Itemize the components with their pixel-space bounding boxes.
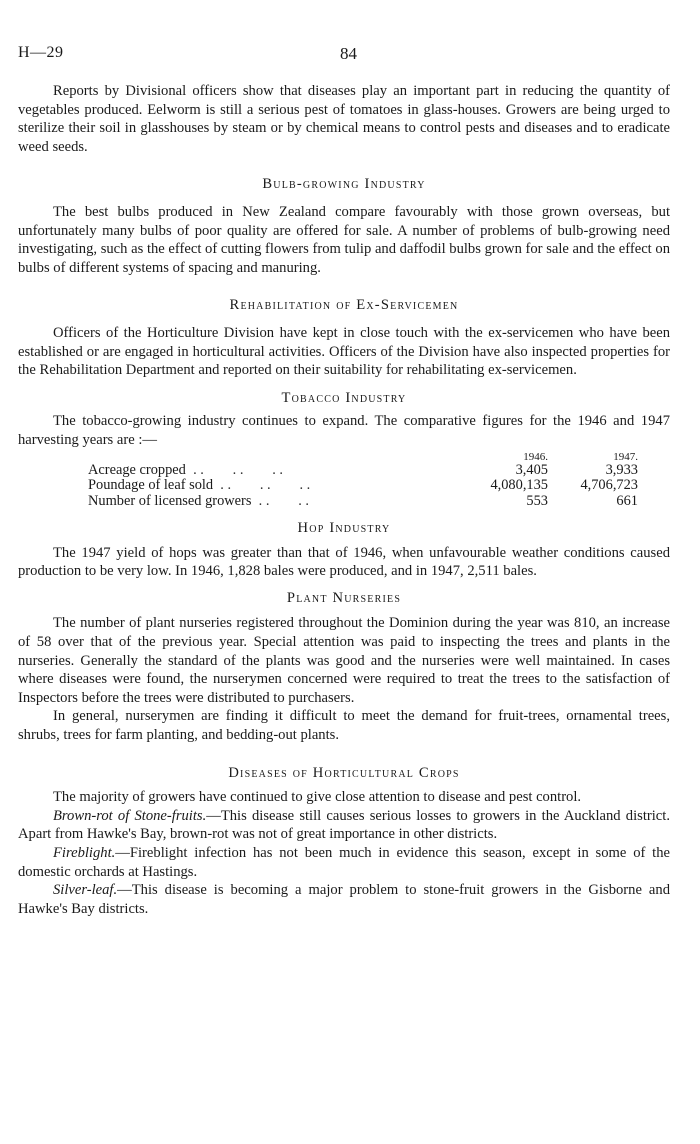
- disease-item-brown-rot: [18, 807, 670, 844]
- bulb-paragraph: The best bulbs produced in New Zealand compare favourably with those grown overseas, but unfortunately many bulbs of poor quality are offered for sale. A number of problems of bulb-growing need investigating, such as the effect of cutting flowers from tulip and daffodil bulbs grown for sale and the effect on bulbs of different systems of spacing and manuring.: [18, 203, 670, 276]
- document-page: [18, 0, 670, 917]
- hop-paragraph: The 1947 yield of hops was greater than that of 1946, when unfavourable weather conditions caused production to be very low. In 1946, 1,828 bales were produced, and in 1947, 2,511 bales.: [18, 544, 670, 580]
- report-reference: H—29: [18, 44, 64, 61]
- value-1947: 4,706,723: [580, 477, 638, 493]
- section-heading-bulb: Bulb-growing Industry: [262, 176, 426, 193]
- value-1947: 3,933: [605, 461, 638, 478]
- disease-text: —Fireblight infection has not been much in evidence this season, except in some of the domestic orchards at Hastings.: [18, 844, 670, 880]
- section-heading-diseases: Diseases of Horticultural Crops: [228, 764, 460, 781]
- leader-dots: . . . . . .: [213, 477, 311, 493]
- document-body: [18, 82, 670, 918]
- table-row: [88, 463, 638, 479]
- value-1946: 553: [526, 492, 548, 509]
- section-heading-rehabilitation: Rehabilitation of Ex-Servicemen: [229, 297, 459, 314]
- disease-item-silver-leaf: [18, 881, 670, 918]
- section-heading-tobacco: Tobacco Industry: [281, 389, 407, 406]
- disease-term: Brown-rot of Stone-fruits.: [53, 807, 207, 824]
- row-label: Number of licensed growers: [88, 492, 252, 509]
- column-1946: 1946.: [523, 450, 548, 463]
- nurseries-paragraph-1: The number of plant nurseries registered throughout the Dominion during the year was 810, an increase of 58 over that of the previous year. Special attention was paid to inspecting the trees and plants in the nurseries. Generally the standard of the plants was good and the nurseries were well maintained. In cases where diseases were found, the nurserymen concerned were required to treat the trees to the satisfaction of Inspectors before the trees were distributed to purchasers.: [18, 615, 670, 706]
- intro-paragraph: Reports by Divisional officers show that diseases play an important part in reducing the quantity of vegetables produced. Eelworm is still a serious pest of tomatoes in glass-houses. Growers are being urged to sterilize their soil in glasshouses by steam or by chemical means to control pests and diseases and to eradicate weed seeds.: [18, 83, 670, 155]
- section-heading-nurseries: Plant Nurseries: [286, 589, 402, 606]
- diseases-paragraph: The majority of growers have continued to give close attention to disease and pest control.: [53, 789, 582, 806]
- nurseries-paragraph-2: In general, nurserymen are finding it difficult to meet the demand for fruit-trees, ornamental trees, shrubs, trees for farm planting, and bedding-out plants.: [18, 708, 670, 743]
- disease-text: —This disease still causes serious losses to growers in the Auckland district. Apart from Hawke's Bay, brown-rot was not of great importance in other districts.: [18, 807, 670, 843]
- row-label: Acreage cropped: [88, 461, 186, 478]
- table-row: [88, 494, 638, 510]
- tobacco-paragraph: The tobacco-growing industry continues to expand. The comparative figures for the 1946 and 1947 harvesting years are :—: [18, 413, 670, 448]
- disease-term: Fireblight.: [53, 844, 116, 861]
- row-label: Poundage of leaf sold: [88, 477, 214, 493]
- value-1947: 661: [616, 492, 638, 509]
- disease-term: Silver-leaf.: [53, 882, 118, 899]
- disease-text: —This disease is becoming a major problem to stone-fruit growers in the Gisborne and Hawke's Bay districts.: [18, 882, 670, 917]
- rehabilitation-paragraph: Officers of the Horticulture Division have kept in close touch with the ex-servicemen who have been established or are engaged in horticultural activities. Officers of the Division have also inspected properties for the Rehabilitation Department and reported on their suitability for rehabilitating ex-servicemen.: [18, 324, 670, 379]
- section-heading-hop: Hop Industry: [297, 520, 391, 536]
- disease-item-fireblight: [18, 844, 670, 881]
- tobacco-table: [88, 451, 638, 510]
- page-header: [18, 0, 670, 63]
- table-row: [88, 478, 638, 494]
- leader-dots: . . . .: [251, 492, 310, 509]
- page-number: 84: [340, 44, 357, 63]
- leader-dots: . . . . . .: [185, 461, 284, 478]
- value-1946: 3,405: [515, 461, 548, 478]
- value-1946: 4,080,135: [490, 477, 548, 493]
- column-1947: 1947.: [613, 450, 638, 463]
